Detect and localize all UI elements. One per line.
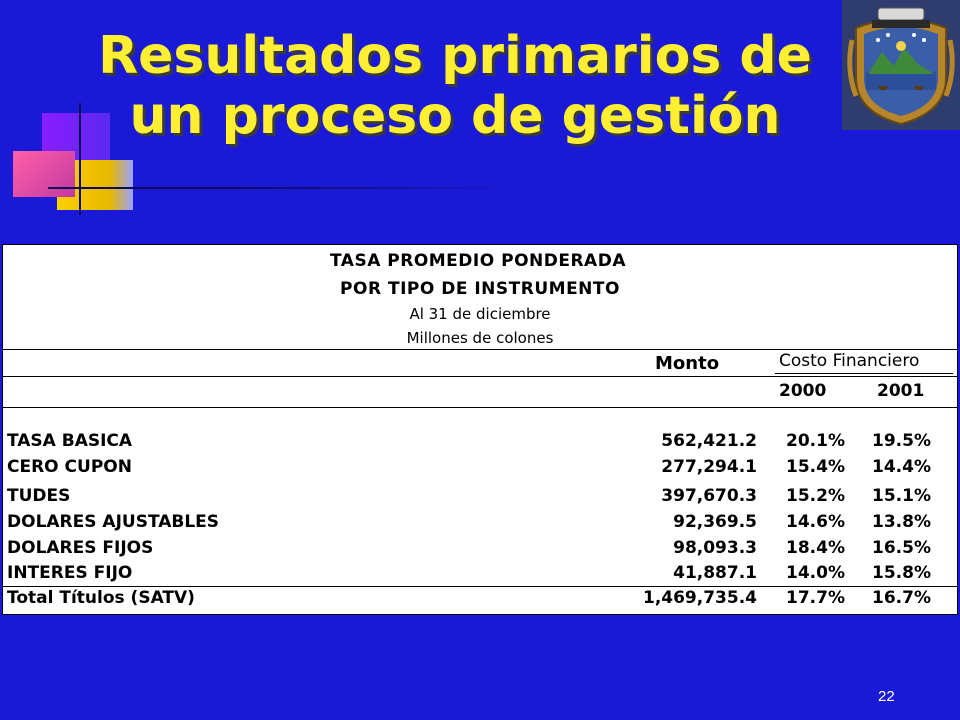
- row-2000: 15.4%: [786, 457, 845, 477]
- row-monto: 397,670.3: [661, 486, 757, 506]
- row-label: DOLARES AJUSTABLES: [7, 512, 220, 532]
- row-2000: 20.1%: [786, 431, 845, 451]
- row-monto: 98,093.3: [673, 538, 757, 558]
- row-label: TUDES: [7, 486, 71, 506]
- table-heading-line4: Millones de colones: [406, 329, 554, 347]
- total-2001: 16.7%: [872, 588, 931, 608]
- row-label: DOLARES FIJOS: [7, 538, 154, 558]
- row-label: INTERES FIJO: [7, 563, 133, 583]
- row-2001: 15.8%: [872, 563, 931, 583]
- table-total-row: [3, 588, 957, 614]
- column-header-costo-financiero: Costo Financiero: [779, 351, 920, 371]
- row-2001: 13.8%: [872, 512, 931, 532]
- table-row: [3, 431, 957, 457]
- table-row: [3, 457, 957, 483]
- column-header-2001: 2001: [877, 381, 925, 401]
- table-heading-line2: POR TIPO DE INSTRUMENTO: [340, 279, 620, 299]
- table-divider: [3, 349, 957, 350]
- total-label: Total Títulos (SATV): [7, 588, 195, 608]
- row-2000: 15.2%: [786, 486, 845, 506]
- rate-table: [2, 244, 958, 615]
- row-2000: 14.0%: [786, 563, 845, 583]
- table-heading-line3: Al 31 de diciembre: [409, 305, 551, 323]
- decorative-pink-square: [13, 151, 75, 197]
- table-row: [3, 486, 957, 512]
- table-divider: [3, 407, 957, 408]
- seal-panel: [842, 0, 960, 130]
- row-2001: 15.1%: [872, 486, 931, 506]
- total-monto: 1,469,735.4: [642, 588, 757, 608]
- decorative-horizontal-line: [48, 187, 518, 189]
- row-label: TASA BASICA: [7, 431, 133, 451]
- row-monto: 92,369.5: [673, 512, 757, 532]
- row-2000: 18.4%: [786, 538, 845, 558]
- column-header-2000: 2000: [779, 381, 827, 401]
- table-heading-line1: TASA PROMEDIO PONDERADA: [330, 251, 626, 271]
- row-2000: 14.6%: [786, 512, 845, 532]
- row-monto: 277,294.1: [661, 457, 757, 477]
- row-label: CERO CUPON: [7, 457, 132, 477]
- row-2001: 16.5%: [872, 538, 931, 558]
- row-2001: 14.4%: [872, 457, 931, 477]
- slide-title-line2: un proceso de gestión: [129, 86, 781, 146]
- costo-financiero-underline: [775, 373, 953, 374]
- page-number: 22: [878, 688, 895, 705]
- row-2001: 19.5%: [872, 431, 931, 451]
- column-header-monto: Monto: [655, 353, 720, 374]
- table-row: [3, 563, 957, 589]
- row-monto: 41,887.1: [673, 563, 757, 583]
- costa-rica-coat-of-arms-icon: [842, 0, 960, 130]
- table-divider: [3, 376, 957, 377]
- slide-title-line1: Resultados primarios de: [98, 26, 812, 86]
- total-2000: 17.7%: [786, 588, 845, 608]
- table-row: [3, 512, 957, 538]
- decorative-vertical-line: [79, 103, 81, 215]
- slide-title: [85, 26, 825, 146]
- table-row: [3, 538, 957, 564]
- row-monto: 562,421.2: [661, 431, 757, 451]
